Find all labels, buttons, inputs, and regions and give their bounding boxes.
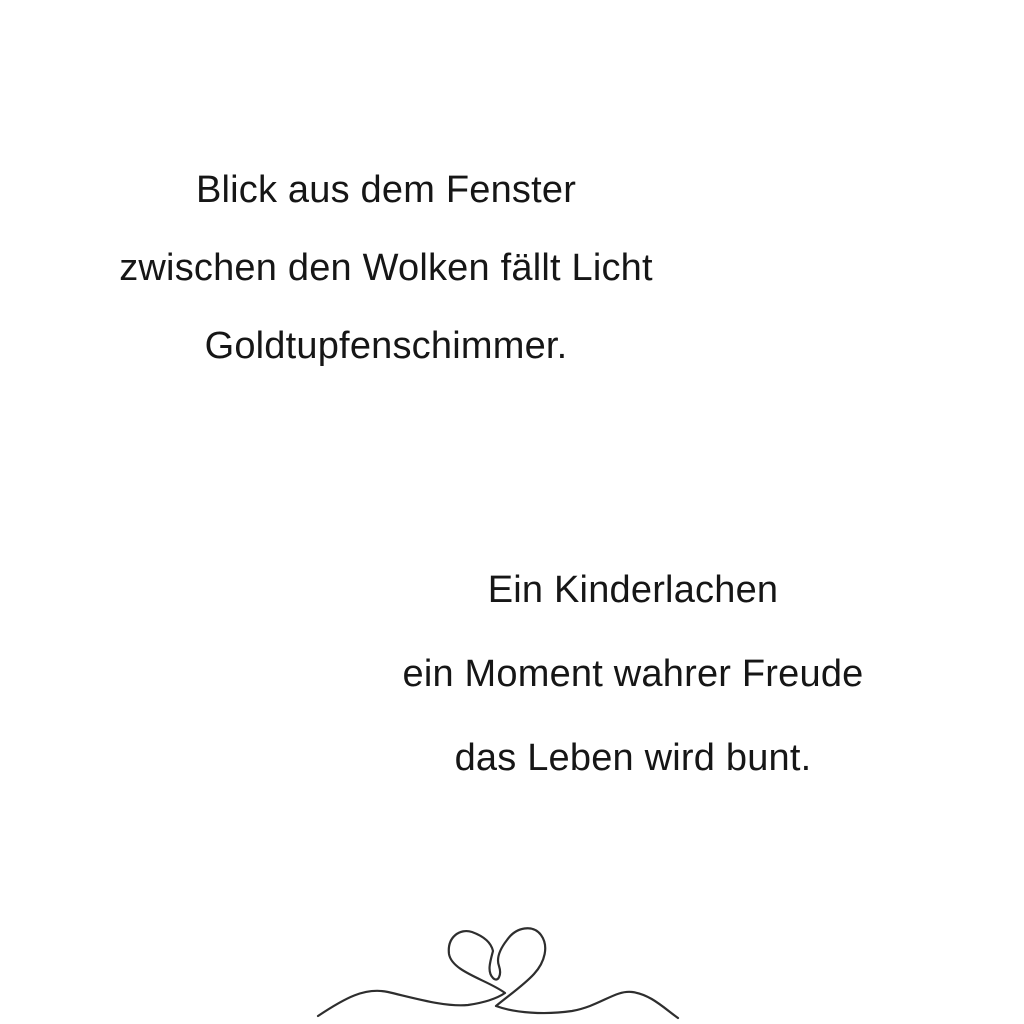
heart-line-flourish-icon: [300, 918, 700, 1024]
haiku-stanza-2: [247, 548, 1019, 800]
poem-line-2: zwischen den Wolken fällt Licht: [119, 247, 653, 289]
poem-line-4: Ein Kinderlachen: [487, 569, 779, 611]
poem-line-3: Goldtupfenschimmer.: [204, 325, 568, 367]
haiku-stanza-1: [0, 151, 772, 385]
poem-line-6: das Leben wird bunt.: [454, 737, 812, 779]
poem-line-1: Blick aus dem Fenster: [195, 169, 577, 211]
poem-line-5: ein Moment wahrer Freude: [402, 653, 864, 695]
